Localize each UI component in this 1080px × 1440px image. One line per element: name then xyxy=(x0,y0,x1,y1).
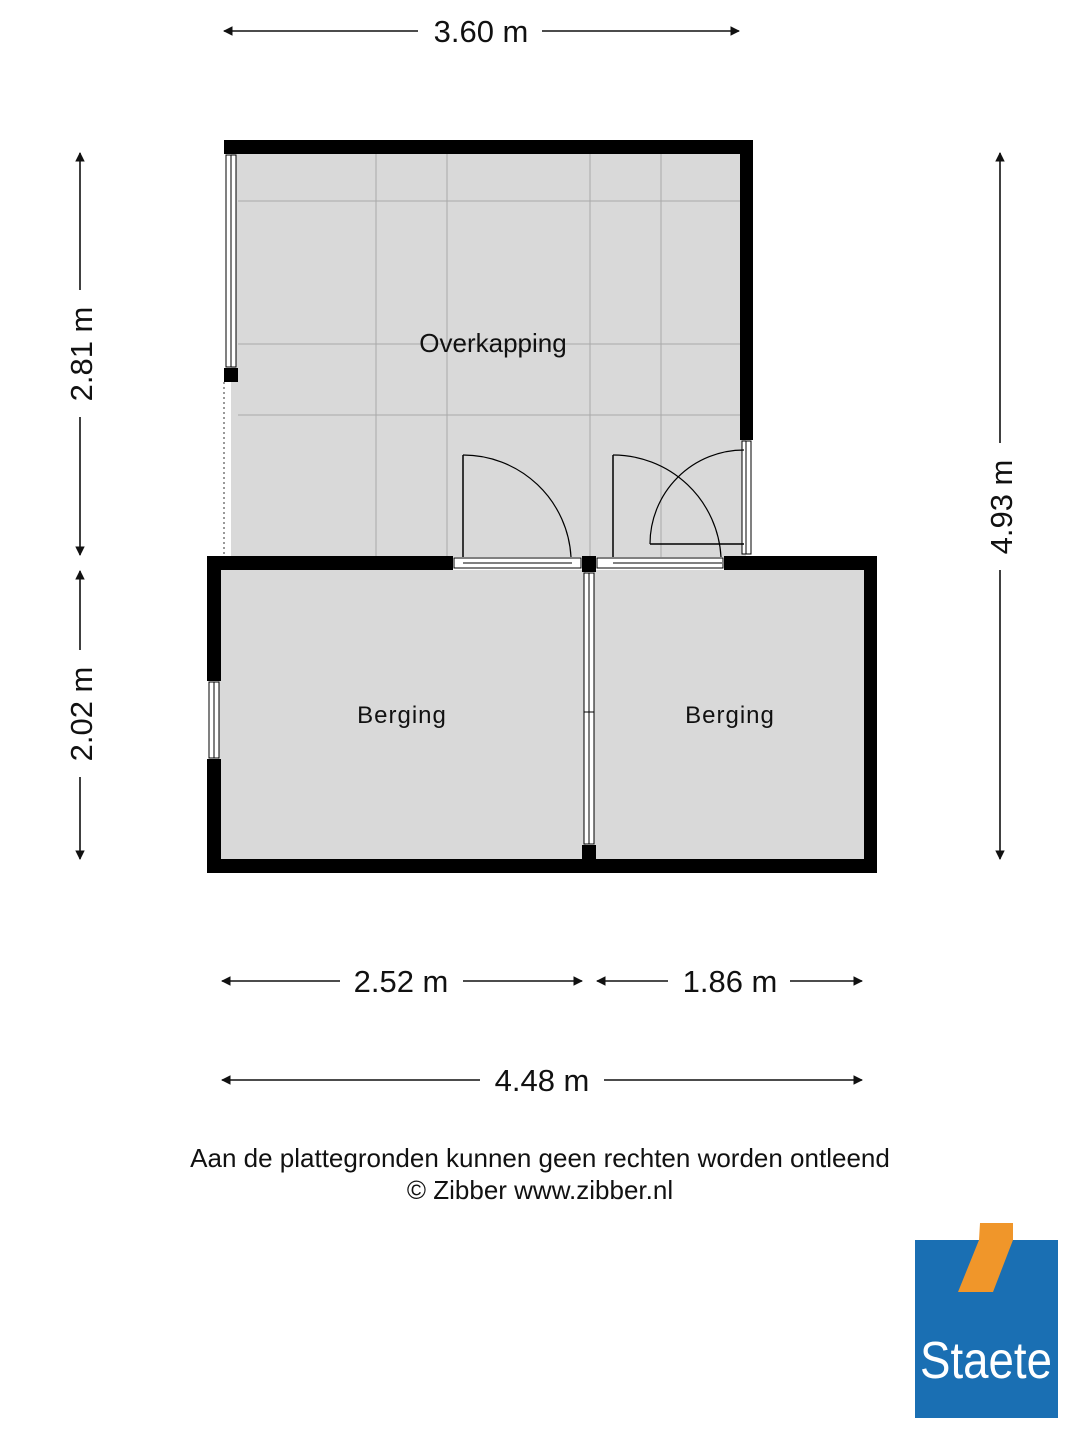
staete-logo xyxy=(915,1223,1058,1418)
room-label-overkapping: Overkapping xyxy=(419,328,567,358)
dim-top-width: 3.60 m xyxy=(433,14,529,49)
room-label-berging-right: Berging xyxy=(685,702,775,729)
room-label-berging-left: Berging xyxy=(357,702,447,729)
floor-areas xyxy=(218,153,864,860)
footer-disclaimer: Aan de plattegronden kunnen geen rechten worden ontleend xyxy=(190,1143,890,1173)
logo-text: Staete xyxy=(920,1332,1052,1390)
dim-bottom-total: 4.48 m xyxy=(494,1063,590,1098)
dim-bottom-left: 2.52 m xyxy=(353,964,449,999)
dim-bottom-right: 1.86 m xyxy=(682,964,778,999)
dim-right-total: 4.93 m xyxy=(984,459,1019,555)
dim-left-upper: 2.81 m xyxy=(64,306,99,402)
dim-left-lower: 2.02 m xyxy=(64,666,99,762)
footer-copyright: © Zibber www.zibber.nl xyxy=(406,1175,674,1205)
